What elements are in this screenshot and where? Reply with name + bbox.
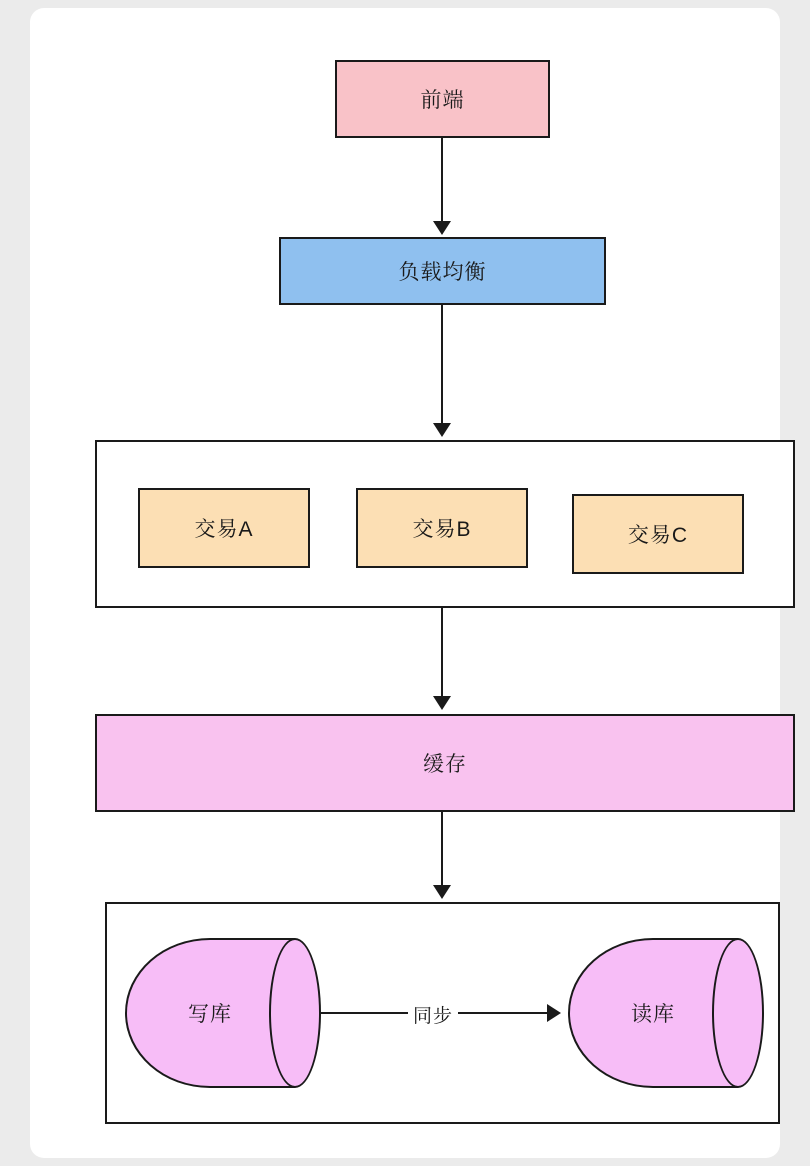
edge-transactions-to-cache — [441, 608, 443, 698]
edge-loadbalancer-to-transactions — [441, 305, 443, 425]
edge-transactions-to-cache-arrowhead — [433, 696, 451, 710]
node-load-balancer-label: 负载均衡 — [398, 261, 487, 284]
node-write-database-label: 写库 — [188, 1003, 232, 1026]
node-frontend[interactable] — [335, 60, 550, 138]
edge-sync-label: 同步 — [408, 1001, 458, 1028]
node-transaction-a[interactable] — [138, 488, 310, 568]
node-frontend-label: 前端 — [420, 89, 465, 112]
diagram-board — [30, 8, 780, 1158]
edge-write-to-read-arrowhead — [547, 1004, 561, 1022]
node-transaction-b[interactable] — [356, 488, 528, 568]
edge-loadbalancer-to-transactions-arrowhead — [433, 423, 451, 437]
node-read-database-label: 读库 — [631, 1003, 675, 1026]
node-transaction-c-label: 交易C — [627, 524, 689, 547]
node-read-database[interactable] — [568, 938, 764, 1088]
node-load-balancer[interactable] — [279, 237, 606, 305]
edge-frontend-to-loadbalancer — [441, 138, 443, 223]
edge-cache-to-databases — [441, 812, 443, 888]
node-cache[interactable] — [95, 714, 795, 812]
node-transaction-a-label: 交易A — [194, 518, 254, 541]
node-transaction-c[interactable] — [572, 494, 744, 574]
edge-frontend-to-loadbalancer-arrowhead — [433, 221, 451, 235]
node-cache-label: 缓存 — [423, 753, 467, 776]
node-transaction-b-label: 交易B — [412, 518, 472, 541]
node-write-database[interactable] — [125, 938, 321, 1088]
edge-cache-to-databases-arrowhead — [433, 885, 451, 899]
